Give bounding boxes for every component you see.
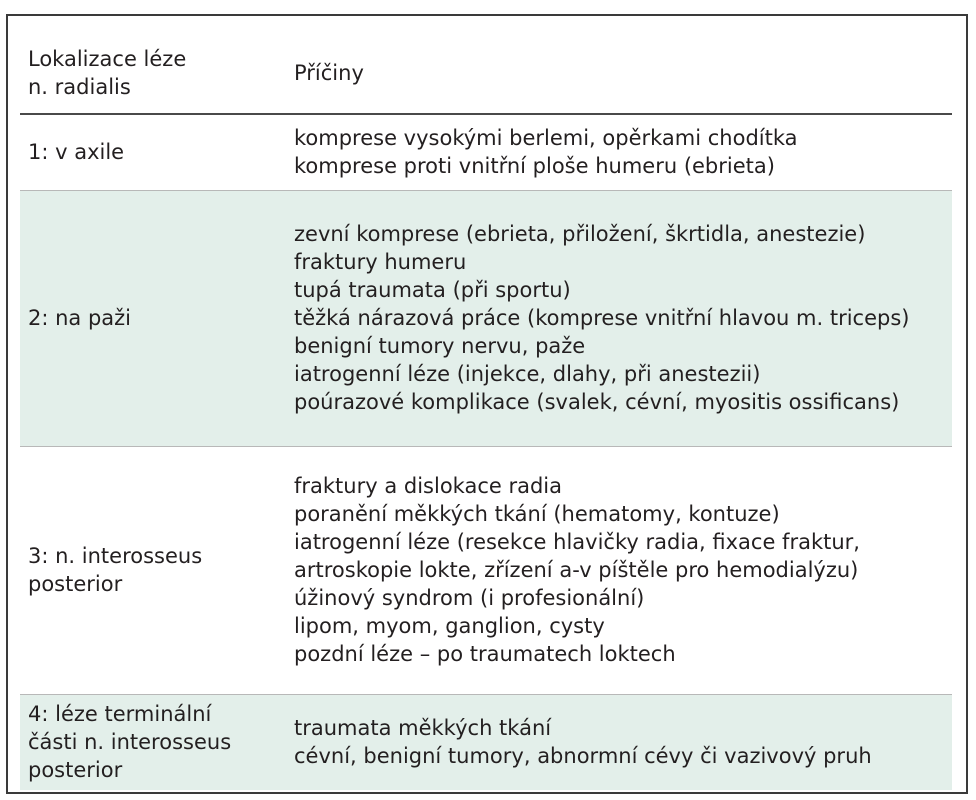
cause-line: fraktury a dislokace radia bbox=[294, 474, 563, 498]
cause-line: lipom, myom, ganglion, cysty bbox=[294, 614, 605, 638]
cause-line: iatrogenní léze (injekce, dlahy, při anestezii) bbox=[294, 362, 761, 386]
cause-line: komprese vysokými berlemi, opěrkami chodítka bbox=[294, 126, 798, 151]
header-location-line: n. radialis bbox=[28, 74, 131, 99]
causes-cell bbox=[284, 446, 952, 694]
header-causes-label: Příčiny bbox=[294, 60, 364, 85]
cause-line: cévní, benigní tumory, abnormní cévy či vazivový pruh bbox=[294, 744, 872, 769]
cause-line: tupá traumata (při sportu) bbox=[294, 278, 571, 302]
cause-line: komprese proti vnitřní ploše humeru (ebrieta) bbox=[294, 154, 775, 179]
cause-line: pozdní léze – po traumatech loktech bbox=[294, 642, 676, 666]
table-row bbox=[20, 114, 952, 190]
cause-line: úžinový syndrom (i profesionální) bbox=[294, 586, 645, 610]
table-row bbox=[20, 190, 952, 446]
header-row bbox=[20, 32, 952, 114]
cause-line: traumata měkkých tkání bbox=[294, 716, 552, 741]
location-cell bbox=[20, 694, 284, 790]
table-row bbox=[20, 446, 952, 694]
radial-nerve-lesion-table bbox=[20, 32, 952, 790]
location-line: posterior bbox=[28, 758, 123, 783]
location-line: posterior bbox=[28, 572, 123, 596]
header-location-line: Lokalizace léze bbox=[28, 46, 187, 71]
table-frame bbox=[6, 14, 968, 794]
location-line: části n. interosseus bbox=[28, 730, 232, 755]
header-causes bbox=[284, 32, 952, 114]
location-cell bbox=[20, 446, 284, 694]
table-row bbox=[20, 694, 952, 790]
cause-line: poranění měkkých tkání (hematomy, kontuze) bbox=[294, 502, 780, 526]
cause-line: zevní komprese (ebrieta, přiložení, škrtidla, anestezie) bbox=[294, 222, 866, 246]
cause-line: benigní tumory nervu, paže bbox=[294, 334, 586, 358]
location-line: 2: na paži bbox=[28, 306, 132, 330]
cause-line: poúrazové komplikace (svalek, cévní, myositis ossificans) bbox=[294, 390, 900, 414]
causes-cell bbox=[284, 190, 952, 446]
causes-cell bbox=[284, 694, 952, 790]
location-line: 1: v axile bbox=[28, 140, 125, 165]
location-line: 3: n. interosseus bbox=[28, 544, 203, 568]
header-location bbox=[20, 32, 284, 114]
location-cell bbox=[20, 190, 284, 446]
cause-line: těžká nárazová práce (komprese vnitřní hlavou m. triceps) bbox=[294, 306, 910, 330]
location-line: 4: léze terminální bbox=[28, 702, 212, 727]
location-cell bbox=[20, 114, 284, 190]
cause-line: fraktury humeru bbox=[294, 250, 467, 274]
causes-cell bbox=[284, 114, 952, 190]
cause-line: iatrogenní léze (resekce hlavičky radia, fixace fraktur, bbox=[294, 530, 860, 554]
cause-line: artroskopie lokte, zřízení a-v píštěle pro hemodialýzu) bbox=[294, 558, 859, 582]
